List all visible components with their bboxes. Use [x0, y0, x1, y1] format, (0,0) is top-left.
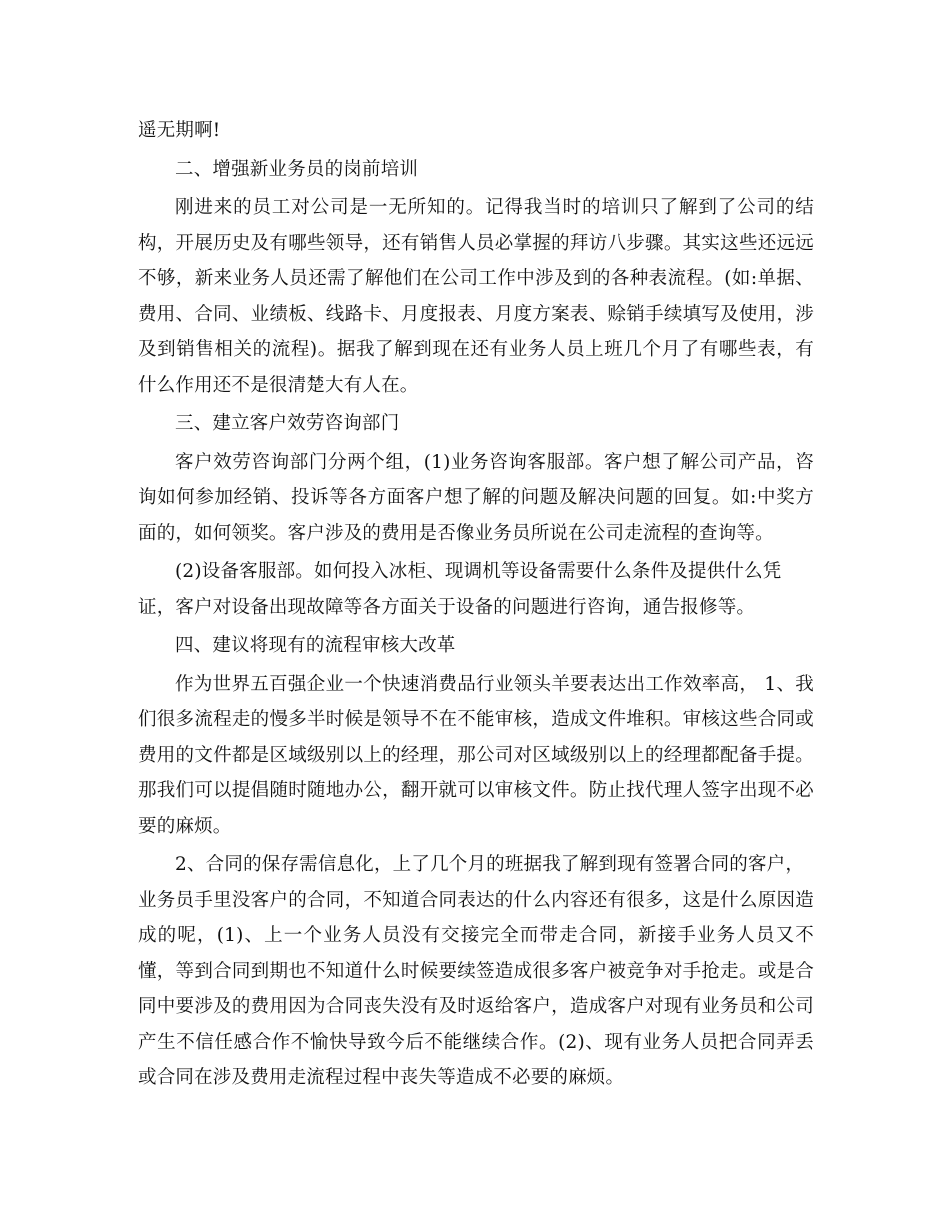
paragraph-line: 什么作用还不是很清楚大有人在。	[138, 374, 419, 396]
paragraph-line: 遥无期啊!	[138, 120, 221, 141]
paragraph-line: 2、合同的保存需信息化，上了几个月的班据我了解到现有签署合同的客户，	[175, 854, 805, 875]
paragraph-line: 费用的文件都是区域级别以上的经理，那公司对区域级别以上的经理都配备手提。	[138, 744, 814, 766]
section-heading: 四、建议将现有的流程审核大改革	[175, 635, 456, 656]
paragraph-line: 面的，如何领奖。客户涉及的费用是否像业务员所说在公司走流程的查询等。	[138, 522, 774, 544]
paragraph-line: 作为世界五百强企业一个快速消费品行业领头羊要表达出工作效率高， 1、我	[175, 673, 814, 695]
paragraph-line: 成的呢，(1)、上一个业务人员没有交接完全而带走合同，新接手业务人员又不	[138, 925, 814, 946]
paragraph-line: 构，开展历史及有哪些领导，还有销售人员必掌握的拜访八步骤。其实这些还远远	[138, 232, 814, 254]
paragraph-line: 刚进来的员工对公司是一无所知的。记得我当时的培训只了解到了公司的结	[175, 197, 814, 218]
paragraph-line: 费用、合同、业绩板、线路卡、月度报表、月度方案表、赊销手续填写及使用，涉	[138, 303, 814, 325]
paragraph-line: 懂，等到合同到期也不知道什么时候要续签造成很多客户被竞争对手抢走。或是合	[138, 960, 814, 982]
paragraph-line: 业务员手里没客户的合同，不知道合同表达的什么内容还有很多，这是什么原因造	[138, 889, 814, 911]
document-body	[138, 113, 814, 1096]
section-heading: 三、建立客户效劳咨询部门	[175, 413, 400, 434]
paragraph-line: 同中要涉及的费用因为合同丧失没有及时返给客户，造成客户对现有业务员和公司	[138, 996, 814, 1017]
paragraph-line: 要的麻烦。	[138, 815, 232, 837]
paragraph-line: 客户效劳咨询部门分两个组，(1)业务咨询客服部。客户想了解公司产品，咨	[175, 451, 814, 473]
paragraph-line: 们很多流程走的慢多半时候是领导不在不能审核，造成文件堆积。审核这些合同或	[138, 709, 814, 730]
paragraph-line: (2)设备客服部。如何投入冰柜、现调机等设备需要什么条件及提供什么凭	[175, 561, 782, 582]
paragraph-line: 或合同在涉及费用走流程过程中丧失等造成不必要的麻烦。	[138, 1067, 625, 1088]
paragraph-line: 及到销售相关的流程)。据我了解到现在还有业务人员上班几个月了有哪些表，有	[138, 339, 814, 360]
paragraph-line: 那我们可以提倡随时随地办公，翻开就可以审核文件。防止找代理人签字出现不必	[138, 780, 814, 801]
section-heading: 二、增强新业务员的岗前培训	[175, 158, 419, 180]
paragraph-line: 不够，新来业务人员还需了解他们在公司工作中涉及到的各种表流程。(如:单据、	[138, 268, 814, 289]
paragraph-line: 询如何参加经销、投诉等各方面客户想了解的问题及解决问题的回复。如:中奖方	[138, 487, 814, 508]
paragraph-line: 证，客户对设备出现故障等各方面关于设备的问题进行咨询，通告报修等。	[138, 596, 756, 618]
paragraph-line: 产生不信任感合作不愉快导致今后不能继续合作。(2)、现有业务人员把合同弄丢	[138, 1031, 814, 1053]
